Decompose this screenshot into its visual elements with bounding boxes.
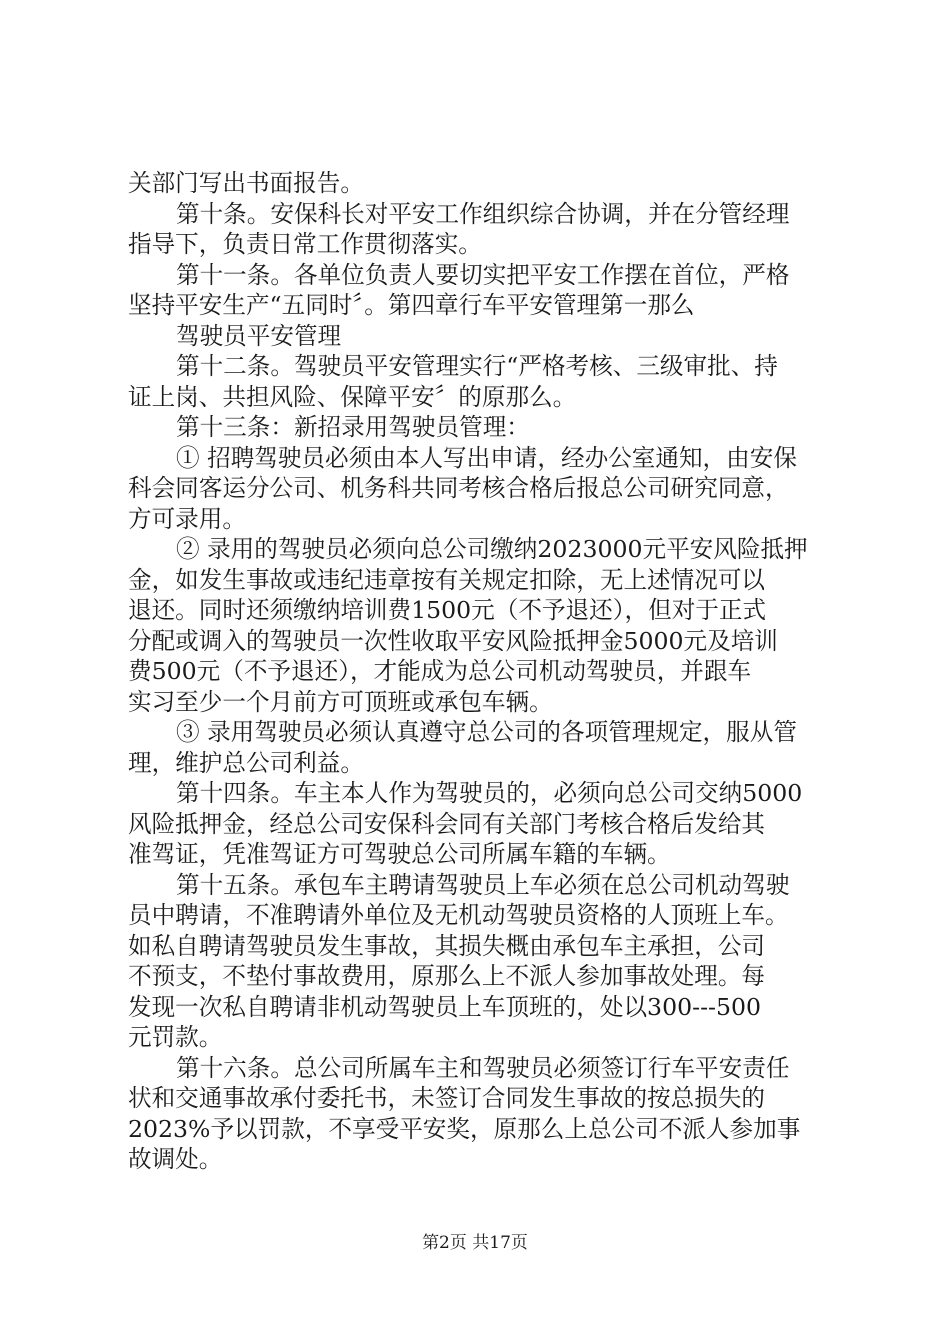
text-line: 驾驶员平安管理 (176, 321, 342, 350)
text-line: 坚持平安生产“五同时〞。第四章行车平安管理第一那么 (128, 291, 695, 319)
text-line: 金，如发生事故或违纪违章按有关规定扣除，无上述情况可以 (128, 565, 766, 594)
text-line: 第十一条。各单位负责人要切实把平安工作摆在首位，严格 (176, 260, 790, 289)
text-line: 科会同客运分公司、机务科共同考核合格后报总公司研究同意， (128, 474, 789, 502)
text-line: 第十四条。车主本人作为驾驶员的，必须向总公司交纳5000 (176, 779, 803, 807)
text-line: 员中聘请，不准聘请外单位及无机动驾驶员资格的人顶班上车。 (128, 901, 789, 929)
text-line: 分配或调入的驾驶员一次性收取平安风险抵押金5000元及培训 (128, 626, 778, 655)
text-line: 方可录用。 (128, 504, 246, 533)
text-line: 实习至少一个月前方可顶班或承包车辆。 (128, 687, 553, 716)
text-line: 指导下，负责日常工作贯彻落实。 (128, 230, 482, 258)
text-line: 第十条。安保科长对平安工作组织综合协调，并在分管经理 (176, 199, 790, 228)
text-line: ① 招聘驾驶员必须由本人写出申请，经办公室通知，由安保 (176, 443, 797, 472)
text-line: 理，维护总公司利益。 (128, 748, 364, 777)
text-line: 故调处。 (128, 1145, 223, 1173)
text-line: 不预支，不垫付事故费用，原那么上不派人参加事故处理。每 (128, 962, 766, 990)
text-line: 状和交通事故承付委托书，未签订合同发生事故的按总损失的 (128, 1084, 766, 1112)
text-line: 费500元（不予退还），才能成为总公司机动驾驶员，并跟车 (128, 657, 752, 685)
text-line: 发现一次私自聘请非机动驾驶员上车顶班的，处以300---500 (128, 992, 762, 1021)
text-line: 风险抵押金，经总公司安保科会同有关部门考核合格后发给其 (128, 809, 766, 838)
text-line: ③ 录用驾驶员必须认真遵守总公司的各项管理规定，服从管 (176, 718, 797, 746)
text-line: 准驾证，凭准驾证方可驾驶总公司所属车籍的车辆。 (128, 840, 671, 868)
text-line: 第十五条。承包车主聘请驾驶员上车必须在总公司机动驾驶 (176, 870, 790, 899)
text-line: 如私自聘请驾驶员发生事故，其损失概由承包车主承担，公司 (128, 931, 766, 960)
page-footer: 第2页 共17页 (422, 1233, 528, 1253)
document-body (128, 168, 840, 1175)
text-line: 元罚款。 (128, 1023, 223, 1051)
text-line: 退还。同时还须缴纳培训费1500元（不予退还），但对于正式 (128, 596, 767, 624)
text-line: 证上岗、共担风险、保障平安〞的原那么。 (128, 382, 577, 411)
text-line: 2023%予以罚款，不享受平安奖，原那么上总公司不派人参加事 (128, 1114, 801, 1143)
text-line: 第十二条。驾驶员平安管理实行“严格考核、三级审批、持 (176, 352, 778, 380)
text-line: 第十六条。总公司所属车主和驾驶员必须签订行车平安责任 (176, 1053, 790, 1082)
text-line: 第十三条：新招录用驾驶员管理： (176, 413, 530, 441)
text-line: 关部门写出书面报告。 (128, 169, 364, 197)
text-line: ② 录用的驾驶员必须向总公司缴纳2023000元平安风险抵押 (176, 535, 808, 563)
